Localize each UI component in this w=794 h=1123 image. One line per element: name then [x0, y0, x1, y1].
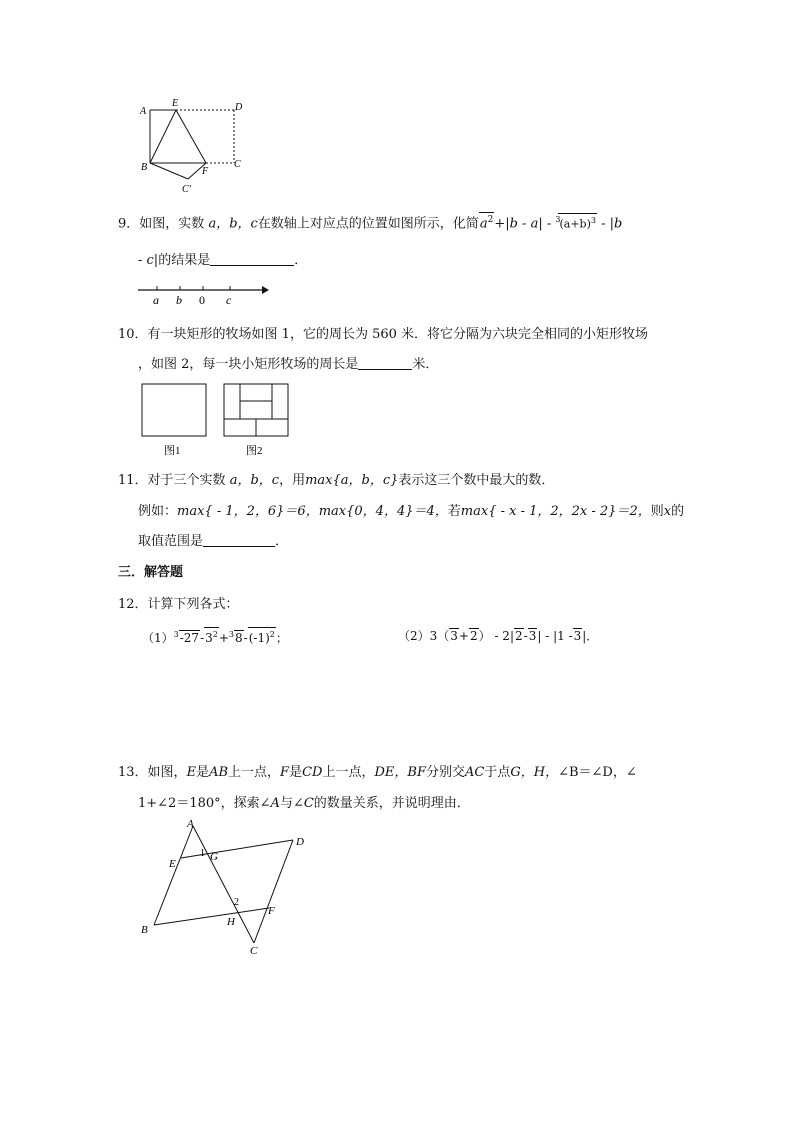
q11-answer-blank[interactable]	[203, 534, 275, 547]
label-F: F	[202, 166, 209, 177]
figure1-rectangle	[142, 384, 206, 436]
label-D: D	[296, 836, 304, 848]
q12-part2: （2）3（3+2） - 2|2-3| - |1 -3|．	[398, 629, 599, 643]
q10-number: 10．	[118, 327, 148, 342]
label-B: B	[141, 162, 148, 173]
axis-label-0: 0	[199, 293, 205, 307]
label-angle-2: 2	[234, 897, 239, 908]
axis-label-a: a	[153, 293, 159, 307]
q11-line3: 取值范围是 ．	[138, 534, 289, 549]
label-C: C	[234, 159, 241, 170]
q11-number: 11．	[118, 473, 148, 488]
label-A: A	[140, 106, 147, 117]
label-C-prime: C'	[182, 184, 191, 195]
geometry-figure	[136, 816, 316, 961]
fold-EB	[150, 110, 176, 163]
segment-BF	[154, 908, 269, 925]
figure2-caption: 图2	[246, 445, 263, 457]
q10-line1-text: 有一块矩形的牧场如图 1，它的周长为 560 米．将它分隔为六块完全相同的小矩形牧场	[147, 327, 649, 342]
segment-ED	[181, 840, 293, 858]
q11-line2: 例如：max{ - 1，2，6}＝6，max{0，4，4}＝4，若max{ - x - 1，2，2x - 2}＝2，则x的	[138, 504, 685, 519]
label-G: G	[210, 851, 218, 863]
segment-AC	[193, 826, 254, 943]
q13-line2: 1+∠2＝180°，探索∠A与∠C的数量关系，并说明理由．	[138, 796, 470, 811]
label-E: E	[172, 98, 179, 109]
q12-prompt: 12．计算下列各式：	[118, 597, 239, 612]
q9-plus: +	[494, 216, 506, 232]
q9-line2: - c|的结果是 ．	[138, 253, 308, 268]
label-angle-1: 1	[200, 848, 205, 859]
q9-number: 9．	[118, 216, 140, 232]
segment-AB	[154, 826, 193, 925]
q9-sqrt: $a^2$	[479, 212, 495, 231]
q9-cube-index: 3	[555, 215, 561, 224]
axis-label-c: c	[226, 293, 232, 307]
label-E: E	[169, 858, 176, 870]
label-F: F	[268, 905, 275, 917]
q10-line2-b: 米．	[412, 357, 439, 372]
q9-text-b: 在数轴上对应点的位置如图所示，化简	[257, 216, 479, 232]
edge-BC-prime	[150, 163, 188, 179]
fold-EF	[176, 110, 206, 163]
axis-arrow-icon	[262, 286, 269, 294]
q9-line2-var: - c|	[138, 253, 159, 268]
q10-answer-blank[interactable]	[358, 357, 412, 370]
figure1-caption: 图1	[164, 445, 181, 457]
q10-line2-a: ，如图 2，每一块小矩形牧场的周长是	[138, 357, 359, 372]
q10-line1	[118, 323, 648, 342]
q9-line2-text: 的结果是	[158, 253, 211, 268]
fold-figure	[138, 96, 248, 200]
q9-answer-blank[interactable]	[210, 253, 294, 266]
q9-tail: - |b	[601, 216, 623, 232]
q13-number: 13．	[118, 765, 148, 780]
label-B: B	[141, 924, 148, 936]
label-A: A	[187, 818, 194, 830]
label-C: C	[250, 945, 258, 957]
q12-number: 12．	[118, 597, 148, 612]
label-H: H	[227, 916, 235, 928]
q9-vars: a，b，c	[208, 216, 258, 232]
q9-expr: |b - a| -	[505, 216, 552, 232]
q9-cube-root: $(a+b)^3$	[558, 213, 597, 232]
q10-line2	[138, 353, 438, 372]
segment-DC	[254, 840, 293, 943]
pasture-figures	[138, 382, 298, 460]
q9-text-a: 如图，实数	[139, 216, 205, 232]
q12-part1: $(1)^3-27-3^2+^38-(-1)^2$；	[142, 627, 288, 646]
section-heading: 三．解答题	[118, 565, 184, 580]
axis-label-b: b	[176, 293, 182, 307]
number-line	[136, 280, 272, 308]
q13-line1: 13．如图，E是AB上一点，F是CD上一点，DE，BF分别交AC于点G，H，∠B＝∠D，∠	[118, 765, 637, 780]
label-D: D	[235, 102, 243, 113]
q9-line1	[118, 212, 622, 231]
q11-line1: 11．对于三个实数 a，b，c，用max{a，b，c}表示这三个数中最大的数．	[118, 473, 555, 488]
